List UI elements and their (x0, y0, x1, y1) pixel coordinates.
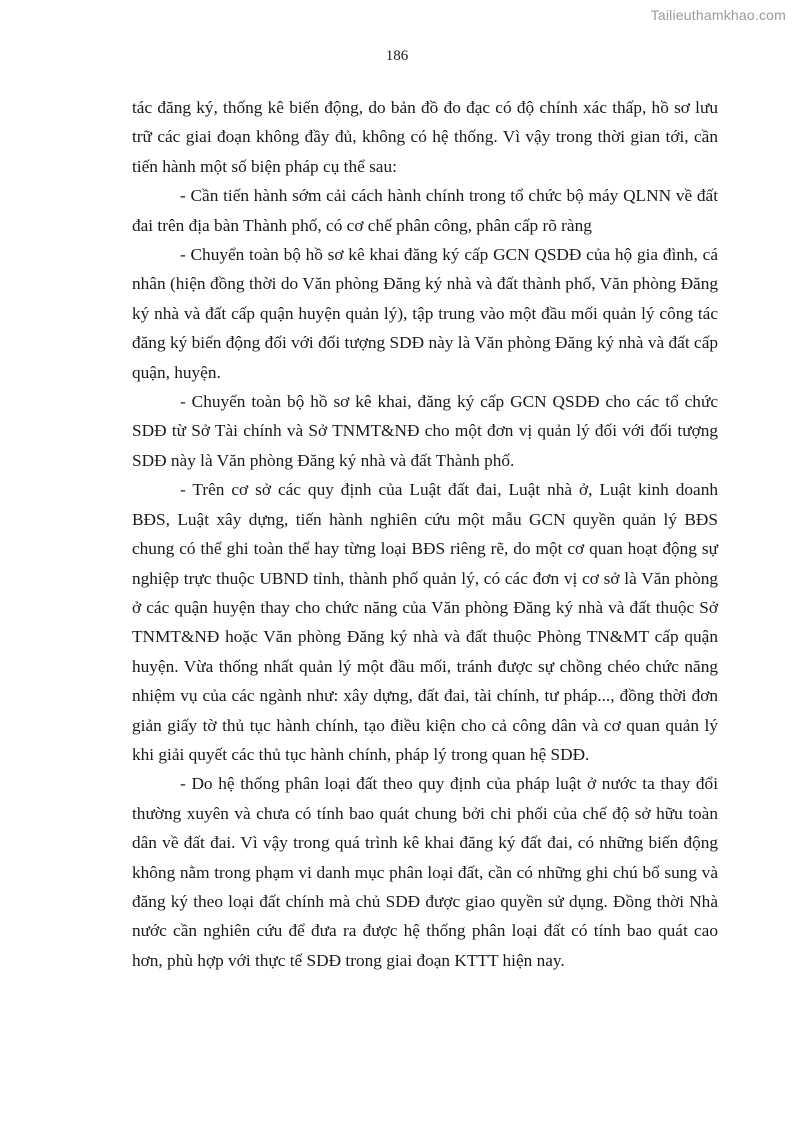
paragraph-certificate-model: - Trên cơ sở các quy định của Luật đất đai, Luật nhà ở, Luật kinh doanh BĐS, Luật xây dựng, tiến hành nghiên cứu một mẫu GCN quyền quản lý BĐS chung có thể ghi toàn thể hay từng loại BĐS riêng rẽ, do một cơ quan hoạt động sự nghiệp trực thuộc UBND tỉnh, thành phố quản lý, có các đơn vị cơ sở là Văn phòng ở các quận huyện thay cho chức năng của Văn phòng Đăng ký nhà và đất thuộc Sở TNMT&NĐ hoặc Văn phòng Đăng ký nhà và đất thuộc Phòng TN&MT cấp quận huyện. Vừa thống nhất quản lý một đầu mối, tránh được sự chồng chéo chức năng nhiệm vụ của các ngành như: xây dựng, đất đai, tài chính, tư pháp..., đồng thời đơn giản giấy tờ thủ tục hành chính, tạo điều kiện cho cả công dân và cơ quan quản lý khi giải quyết các thủ tục hành chính, pháp lý trong quan hệ SDĐ. (132, 480, 718, 764)
paragraph-admin-reform: - Cần tiến hành sớm cải cách hành chính trong tổ chức bộ máy QLNN về đất đai trên địa bàn Thành phố, có cơ chế phân công, phân cấp rõ ràng (132, 186, 718, 235)
page-number: 186 (385, 48, 409, 64)
paragraph-household-records: - Chuyển toàn bộ hồ sơ kê khai đăng ký cấp GCN QSDĐ của hộ gia đình, cá nhân (hiện đồng thời do Văn phòng Đăng ký nhà và đất thành phố, Văn phòng Đăng ký nhà và đất cấp quận huyện quản lý), tập trung vào một đầu mối quản lý công tác đăng ký biến động đối với đối tượng SDĐ này là Văn phòng Đăng ký nhà và đất cấp quận, huyện. (132, 245, 718, 382)
paragraph-intro: tác đăng ký, thống kê biến động, do bản đồ đo đạc có độ chính xác thấp, hồ sơ lưu trữ các giai đoạn không đầy đủ, không có hệ thống. Vì vậy trong thời gian tới, cần tiến hành một số biện pháp cụ thể sau: (132, 98, 718, 176)
paragraph-organization-records: - Chuyển toàn bộ hồ sơ kê khai, đăng ký cấp GCN QSDĐ cho các tổ chức SDĐ từ Sở Tài chính và Sở TNMT&NĐ cho một đơn vị quản lý đối với đối tượng SDĐ này là Văn phòng Đăng ký nhà và đất Thành phố. (132, 392, 718, 470)
document-body (132, 93, 718, 975)
paragraph-land-classification: - Do hệ thống phân loại đất theo quy định của pháp luật ở nước ta thay đổi thường xuyên và chưa có tính bao quát chung bởi chi phối của chế độ sở hữu toàn dân về đất đai. Vì vậy trong quá trình kê khai đăng ký đất đai, có những biến động không nằm trong phạm vi danh mục phân loại đất, cần có những ghi chú bổ sung và đăng ký theo loại đất chính mà chủ SDĐ được giao quyền sử dụng. Đồng thời Nhà nước cần nghiên cứu để đưa ra được hệ thống phân loại đất có tính bao quát cao hơn, phù hợp với thực tế SDĐ trong giai đoạn KTTT hiện nay. (132, 774, 718, 970)
watermark-text: Tailieuthamkhao.com (650, 7, 786, 23)
